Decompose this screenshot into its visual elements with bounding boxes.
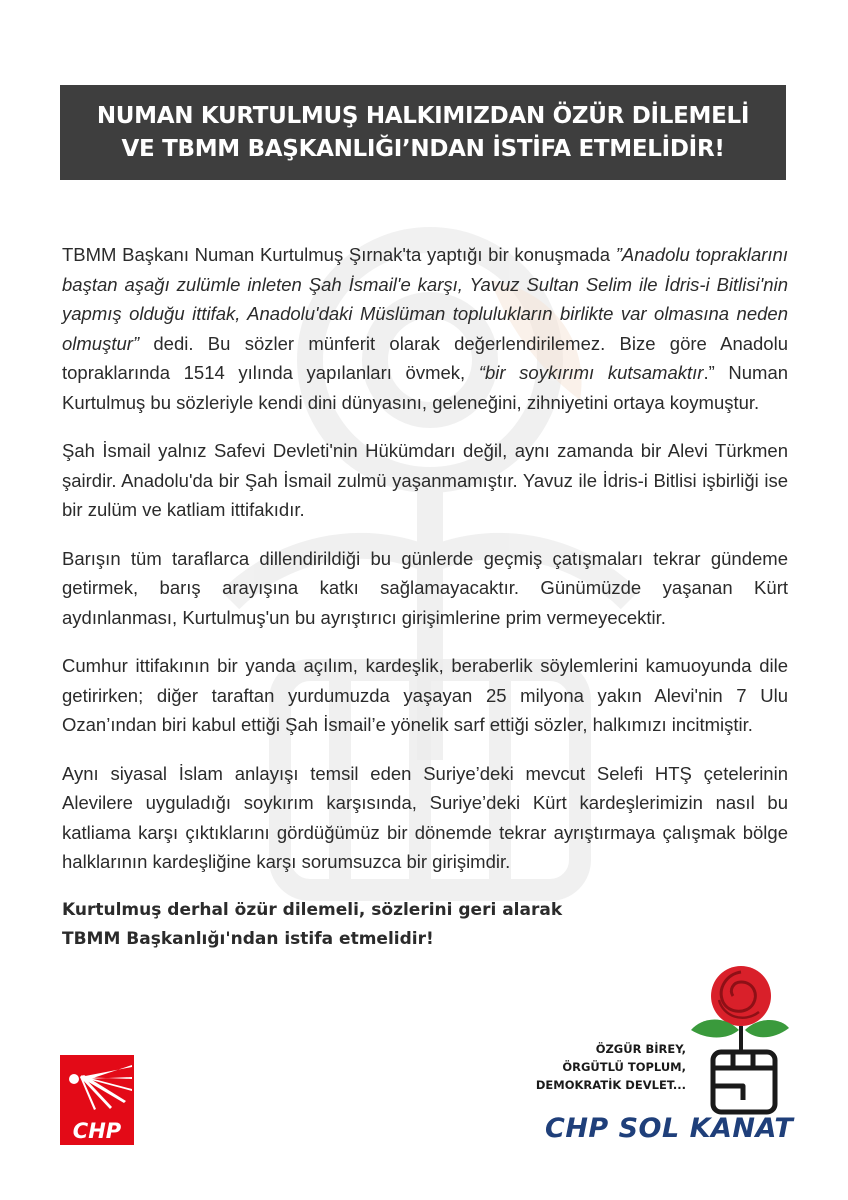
paragraph-5: Aynı siyasal İslam anlayışı temsil eden Suriye’deki mevcut Selefi HTŞ çetelerinin Alevilere uyguladığı soykırım karşısında, Suriye’deki Kürt kardeşlerimizin nasıl bu katliama karşı çıktıklarını gördüğümüz bir dönemde tekrar ayrıştırmaya çalışmak bölge halklarının kardeşliğine karşı sorumsuzca bir girişimdir. — [62, 762, 788, 872]
paragraph-1-quote-2: “bir soykırımı kutsamaktır — [478, 362, 704, 383]
paragraph-1 — [62, 240, 788, 417]
slogan-line-1: ÖZGÜR BİREY, — [595, 1042, 686, 1056]
chp-logo — [60, 1055, 134, 1145]
closing-line-2: TBMM Başkanlığı'ndan istifa etmelidir! — [62, 928, 434, 949]
rose-icon — [711, 966, 771, 1026]
paragraph-4: Cumhur ittifakının bir yanda açılım, kardeşlik, beraberlik söylemlerini kamuoyunda dile getirirken; diğer taraftan yurdumuzda yaşayan 25 milyona yakın Alevi'nin 7 Ulu Ozan’ından biri kabul ettiği Şah İsmail’e yönelik sarf ettiği sözler, halkımızı incitmiştir. — [62, 655, 788, 735]
paragraph-1-quote: ”Anadolu topraklarını baştan aşağı zulümle inleten Şah İsmail'e karşı, Yavuz Sultan Selim ile İdris-i Bitlisi'nin yapmış olduğu ittifak, Anadolu'daki Müslüman toplulukların birlikte var olmasına neden olmuştur” — [62, 244, 788, 354]
slogan-line-3: DEMOKRATİK DEVLET... — [535, 1078, 686, 1092]
closing-line-1: Kurtulmuş derhal özür dilemeli, sözlerini geri alarak — [62, 899, 563, 920]
headline-line-2: VE TBMM BAŞKANLIĞI’NDAN İSTİFA ETMELİDİR! — [121, 135, 725, 162]
paragraph-2: Şah İsmail yalnız Safevi Devleti'nin Hükümdarı değil, aynı zamanda bir Alevi Türkmen şairdir. Anadolu'da bir Şah İsmail zulmü yaşanmamıştır. Yavuz ile İdris-i Bitlisi işbirliği ise bir zulüm ve katliam ittifakıdır. — [62, 440, 788, 520]
rose-fist-logo — [683, 960, 793, 1120]
statement-body — [62, 240, 788, 954]
slogan — [536, 1040, 686, 1094]
chp-logo-text: CHP — [72, 1119, 122, 1143]
paragraph-1-end: .” Numan Kurtulmuş bu sözleriyle kendi dini dünyasını, geleneğini, zihniyetini ortaya koymuştur. — [62, 362, 789, 413]
headline-line-1: NUMAN KURTULMUŞ HALKIMIZDAN ÖZÜR DİLEMELİ — [96, 102, 750, 129]
closing-statement — [62, 896, 788, 954]
slogan-line-2: ÖRGÜTLÜ TOPLUM, — [562, 1060, 686, 1074]
brand-name: CHP SOL KANAT — [545, 1113, 794, 1144]
fist-icon — [713, 1052, 775, 1112]
paragraph-3: Barışın tüm taraflarca dillendirildiği bu günlerde geçmiş çatışmaları tekrar gündeme getirmek, barış arayışına katkı sağlamayacaktır. Günümüzde yaşanan Kürt aydınlanması, Kurtulmuş'un bu ayrıştırıcı girişimlerine prim vermeyecektir. — [62, 547, 788, 628]
headline-banner — [60, 85, 786, 180]
paragraph-1-middle: dedi. Bu sözler münferit olarak değerlendirilemez. Bize göre Anadolu topraklarında 1514 yılında yapılanları övmek, — [62, 332, 788, 383]
paragraph-1-intro: TBMM Başkanı Numan Kurtulmuş Şırnak'ta yaptığı bir konuşmada — [62, 244, 616, 265]
